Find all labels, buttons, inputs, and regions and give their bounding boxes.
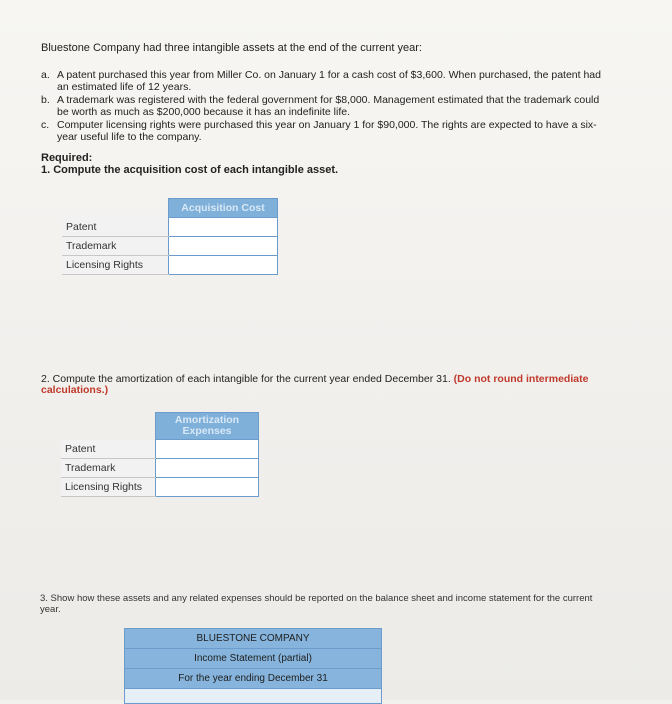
table-row: [62, 237, 278, 256]
table-row: [61, 440, 259, 459]
acquisition-cost-header: Acquisition Cost: [169, 199, 278, 218]
asset-list: [41, 70, 601, 145]
licensing-rights-acquisition-cost-input[interactable]: [173, 257, 277, 274]
amortization-header: Amortization Expenses: [156, 413, 259, 440]
table-row: [61, 459, 259, 478]
required-section: [41, 152, 338, 176]
trademark-amortization-input[interactable]: [160, 460, 258, 477]
item-text: Computer licensing rights were purchased this year on January 1 for $90,000. The rights are expected to have a six-year useful life to the company.: [57, 119, 597, 143]
problem-intro: Bluestone Company had three intangible assets at the end of the current year:: [41, 42, 422, 54]
patent-acquisition-cost-input[interactable]: [173, 219, 277, 236]
licensing-rights-amortization-input[interactable]: [160, 479, 258, 496]
item-label: b.: [41, 94, 50, 106]
statement-title: Income Statement (partial): [124, 649, 382, 669]
row-label-licensing-rights: Licensing Rights: [61, 478, 156, 497]
required-heading: Required:: [41, 152, 93, 164]
question-3: 3. Show how these assets and any related expenses should be reported on the balance sheet and income statement for the current year.: [40, 593, 593, 615]
patent-amortization-input[interactable]: [160, 441, 258, 458]
statement-company: BLUESTONE COMPANY: [124, 628, 382, 649]
statement-period: For the year ending December 31: [124, 669, 382, 689]
question-1: 1. Compute the acquisition cost of each intangible asset.: [41, 164, 339, 176]
trademark-acquisition-cost-input[interactable]: [173, 238, 277, 255]
row-label-patent: Patent: [62, 218, 169, 237]
item-text: A patent purchased this year from Miller Co. on January 1 for a cash cost of $3,600. When purchased, the patent had an estimated life of 12 years.: [57, 69, 601, 93]
row-label-patent: Patent: [61, 440, 156, 459]
list-item: [41, 70, 601, 93]
question-2: [41, 374, 601, 396]
amortization-table: [61, 412, 259, 497]
list-item: [41, 120, 601, 143]
table-row: [62, 218, 278, 237]
table-row: [61, 478, 259, 497]
list-item: [41, 95, 601, 118]
question-2-note: (Do not round intermediate calculations.): [41, 373, 589, 396]
row-label-trademark: Trademark: [62, 237, 169, 256]
item-label: a.: [41, 69, 50, 81]
item-label: c.: [41, 119, 50, 131]
row-label-licensing-rights: Licensing Rights: [62, 256, 169, 275]
table-row: [62, 256, 278, 275]
row-label-trademark: Trademark: [61, 459, 156, 478]
item-text: A trademark was registered with the federal government for $8,000. Management estimated that the trademark could be worth as much as $200,000 because it has an indefinite life.: [57, 94, 600, 118]
statement-blank-row: [124, 689, 382, 704]
income-statement-header: [124, 628, 382, 704]
acquisition-cost-table: [62, 198, 278, 275]
question-2-text: 2. Compute the amortization of each intangible for the current year ended December 31.: [41, 373, 451, 385]
